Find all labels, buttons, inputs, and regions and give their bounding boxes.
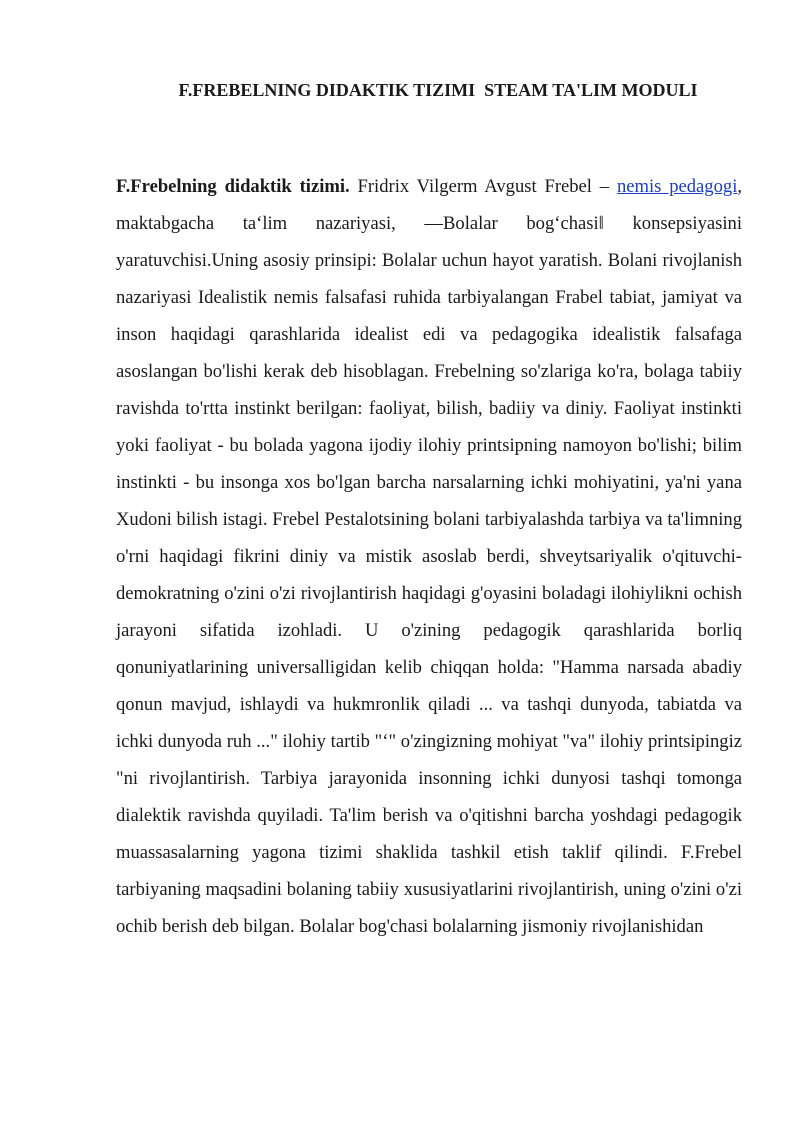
paragraph-text-before-link: Fridrix Vilgerm Avgust Frebel – [349, 176, 617, 197]
nemis-pedagogi-link[interactable]: nemis pedagogi [616, 176, 738, 197]
body-paragraph [116, 168, 742, 945]
paragraph-text-after-link: , maktabgacha ta‘lim nazariyasi, ―Bolalar bog‘chasi‖ konsepsiyasini yaratuvchisi.Uning asosiy prinsipi: Bolalar uchun hayot yaratish. Bolani rivojlanish nazariyasi Idealistik nemis falsafasi ruhida tarbiyalangan Frabel tabiat, jamiyat va inson haqidagi qarashlarida idealist edi va pedagogika idealistik falsafaga asoslangan bo'lishi kerak deb hisoblagan. Frebelning so'zlariga ko'ra, bolaga tabiiy ravishda to'rtta instinkt berilgan: faoliyat, bilish, badiiy va diniy. Faoliyat instinkti yoki faoliyat - bu bolada yagona ijodiy ilohiy printsipning namoyon bo'lishi; bilim instinkti - bu insonga xos bo'lgan barcha narsalarning ichki mohiyatini, ya'ni yana Xudoni bilish istagi. Frebel Pestalotsining bolani tarbiyalashda tarbiya va ta'limning o'rni haqidagi fikrini diniy va mistik asoslab berdi, shveytsariyalik o'qituvchi-demokratning o'zini o'zi rivojlantirish haqidagi g'oyasini boladagi ilohiylikni ochish jarayoni sifatida izohladi. U o'zining pedagogik qarashlarida borliq qonuniyatlarining universalligidan kelib chiqqan holda: "Hamma narsada abadiy qonun mavjud, ishlaydi va hukmronlik qiladi ... va tashqi dunyoda, tabiatda va ichki dunyoda ruh ..." ilohiy tartib "‘" o'zingizning mohiyat "va" ilohiy printsipingiz "ni rivojlantirish. Tarbiya jarayonida insonning ichki dunyosi tashqi tomonga dialektik ravishda quyiladi. Ta'lim berish va o'qitishni barcha yoshdagi pedagogik muassasalarning yagona tizimi shaklida tashkil etish taklif qilindi. F.Frebel tarbiyaning maqsadini bolaning tabiiy xususiyatlarini rivojlantirish, uning o'zini o'zi ochib berish deb bilgan. Bolalar bog'chasi bolalarning jismoniy rivojlanishidan [116, 176, 743, 937]
document-title: F.FREBELNING DIDAKTIK TIZIMI STEAM TA'LIM MODULI [178, 80, 698, 100]
paragraph-lead: F.Frebelning didaktik tizimi. [116, 176, 350, 197]
